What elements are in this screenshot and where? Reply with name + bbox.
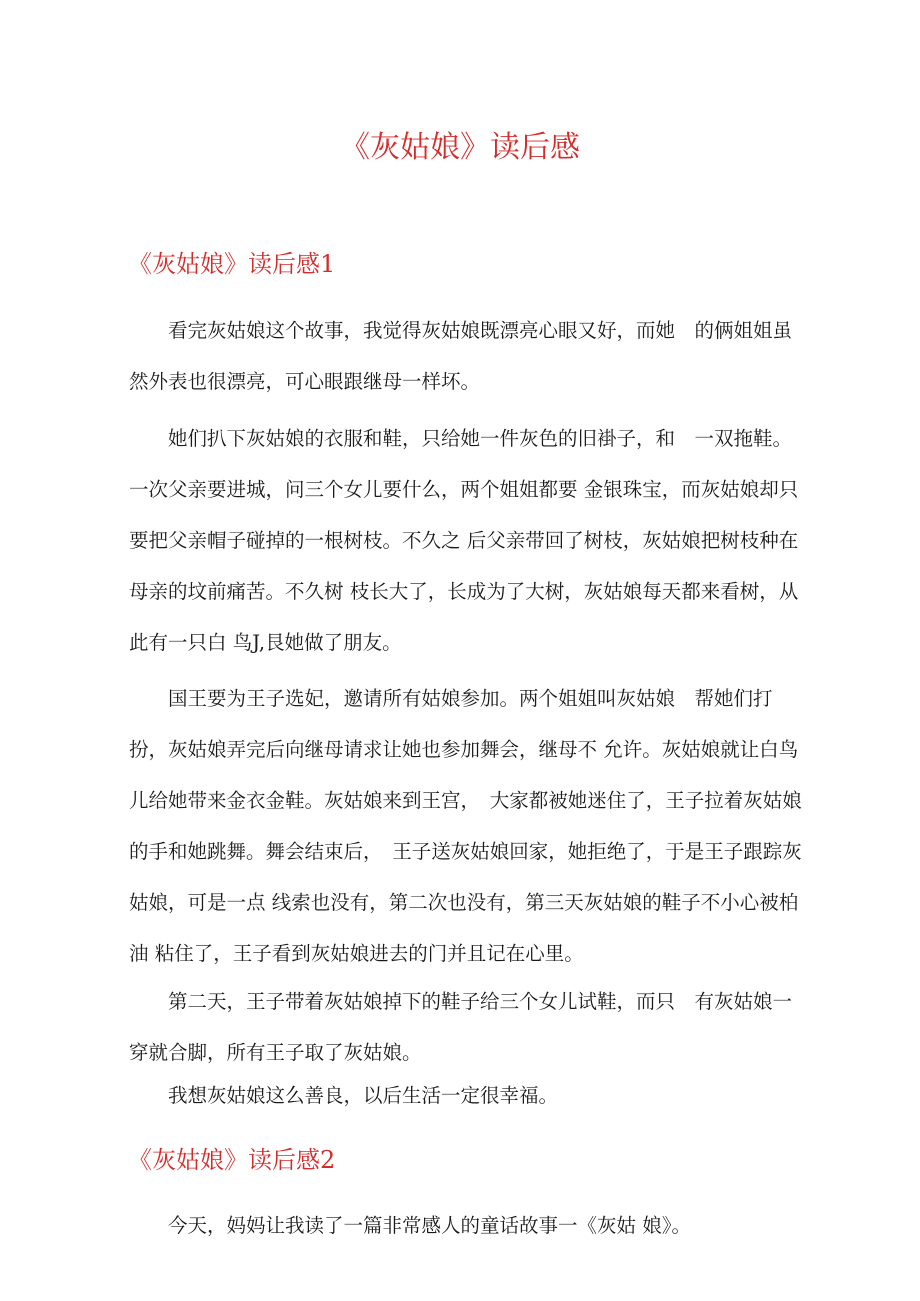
paragraph: 看完灰姑娘这个故事，我觉得灰姑娘既漂亮心眼又好，而她 的俩姐姐虽然外表也很漂亮，可心眼跟继母一样坏。 — [129, 319, 793, 393]
document-title: 《灰姑娘》读后感 — [340, 130, 580, 165]
section-heading-2: 《灰姑娘》读后感2 — [128, 1146, 336, 1174]
paragraph: 她们扒下灰姑娘的衣服和鞋，只给她一件灰色的旧褂子，和 一双拖鞋。一次父亲要进城，问三个女儿要什么，两个姐姐都要 金银珠宝，而灰姑娘却只要把父亲帽子碰掉的一根树枝。不久之 后父亲带回了树枝，灰姑娘把树枝种在母亲的坟前痛苦。不久树 枝长大了，长成为了大树，灰姑娘每天都来看树，从此有一只白 鸟J,艮她做了朋友。 — [129, 427, 799, 654]
paragraph: 今天，妈妈让我读了一篇非常感人的童话故事一《灰姑 娘》。 — [168, 1214, 691, 1237]
paragraph: 第二天，王子带着灰姑娘掉下的鞋子给三个女儿试鞋，而只 有灰姑娘一穿就合脚，所有王子取了灰姑娘。 — [129, 990, 793, 1064]
paragraph: 国王要为王子选妃，邀请所有姑娘参加。两个姐姐叫灰姑娘 帮她们打扮，灰姑娘弄完后向继母请求让她也参加舞会，继母不 允许。灰姑娘就让白鸟儿给她带来金衣金鞋。灰姑娘来到王宫， 大家都被她迷住了，王子拉着灰姑娘的手和她跳舞。舞会结束后， 王子送灰姑娘回家，她拒绝了，于是王子跟踪灰姑娘，可是一点 线索也没有，第二次也没有，第三天灰姑娘的鞋子不小心被柏油 粘住了，王子看到灰姑娘进去的门并且记在心里。 — [129, 687, 802, 965]
paragraph: 我想灰姑娘这么善良，以后生活一定很幸福。 — [168, 1084, 559, 1107]
section-heading-1: 《灰姑娘》读后感1 — [128, 250, 336, 278]
